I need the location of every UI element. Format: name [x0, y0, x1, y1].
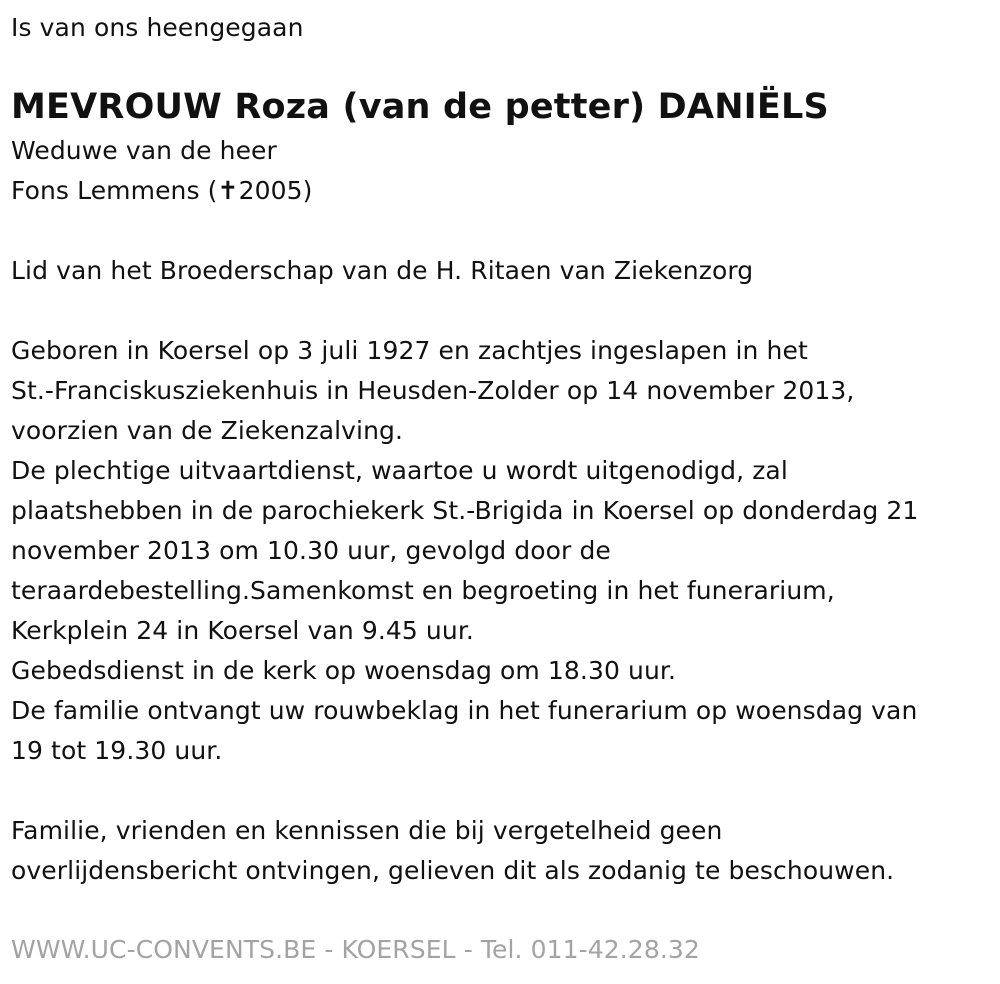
body-line: voorzien van de Ziekenzalving.	[11, 416, 404, 445]
intro-text: Is van ons heengegaan	[11, 13, 304, 42]
body-line: plaatshebben in de parochiekerk St.-Brigida in Koersel op donderdag 21	[11, 496, 919, 525]
closing-line: Familie, vrienden en kennissen die bij vergetelheid geen	[11, 816, 723, 845]
body-line: november 2013 om 10.30 uur, gevolgd door de	[11, 536, 611, 565]
body-line: De familie ontvangt uw rouwbeklag in het funerarium op woensdag van	[11, 696, 918, 725]
body-line: Geboren in Koersel op 3 juli 1927 en zachtjes ingeslapen in het	[11, 336, 808, 365]
body-line: Kerkplein 24 in Koersel van 9.45 uur.	[11, 616, 474, 645]
closing-paragraph	[11, 811, 1000, 891]
body-line: 19 tot 19.30 uur.	[11, 736, 223, 765]
membership-text: Lid van het Broederschap van de H. Ritaen van Ziekenzorg	[11, 256, 754, 285]
body-line: De plechtige uitvaartdienst, waartoe u wordt uitgenodigd, zal	[11, 456, 788, 485]
spouse-line-1: Weduwe van de heer	[11, 136, 277, 165]
deceased-name: MEVROUW Roza (van de petter) DANIËLS	[11, 87, 829, 127]
body-line: teraardebestelling.Samenkomst en begroeting in het funerarium,	[11, 576, 835, 605]
body-line: St.-Franciskusziekenhuis in Heusden-Zolder op 14 november 2013,	[11, 376, 855, 405]
body-line: Gebedsdienst in de kerk op woensdag om 18.30 uur.	[11, 656, 677, 685]
footer-contact: WWW.UC-CONVENTS.BE - KOERSEL - Tel. 011-42.28.32	[11, 935, 700, 964]
closing-line: overlijdensbericht ontvingen, gelieven dit als zodanig te beschouwen.	[11, 856, 895, 885]
body-paragraph	[11, 331, 1000, 771]
spouse-line-2: Fons Lemmens (✝2005)	[11, 176, 313, 205]
